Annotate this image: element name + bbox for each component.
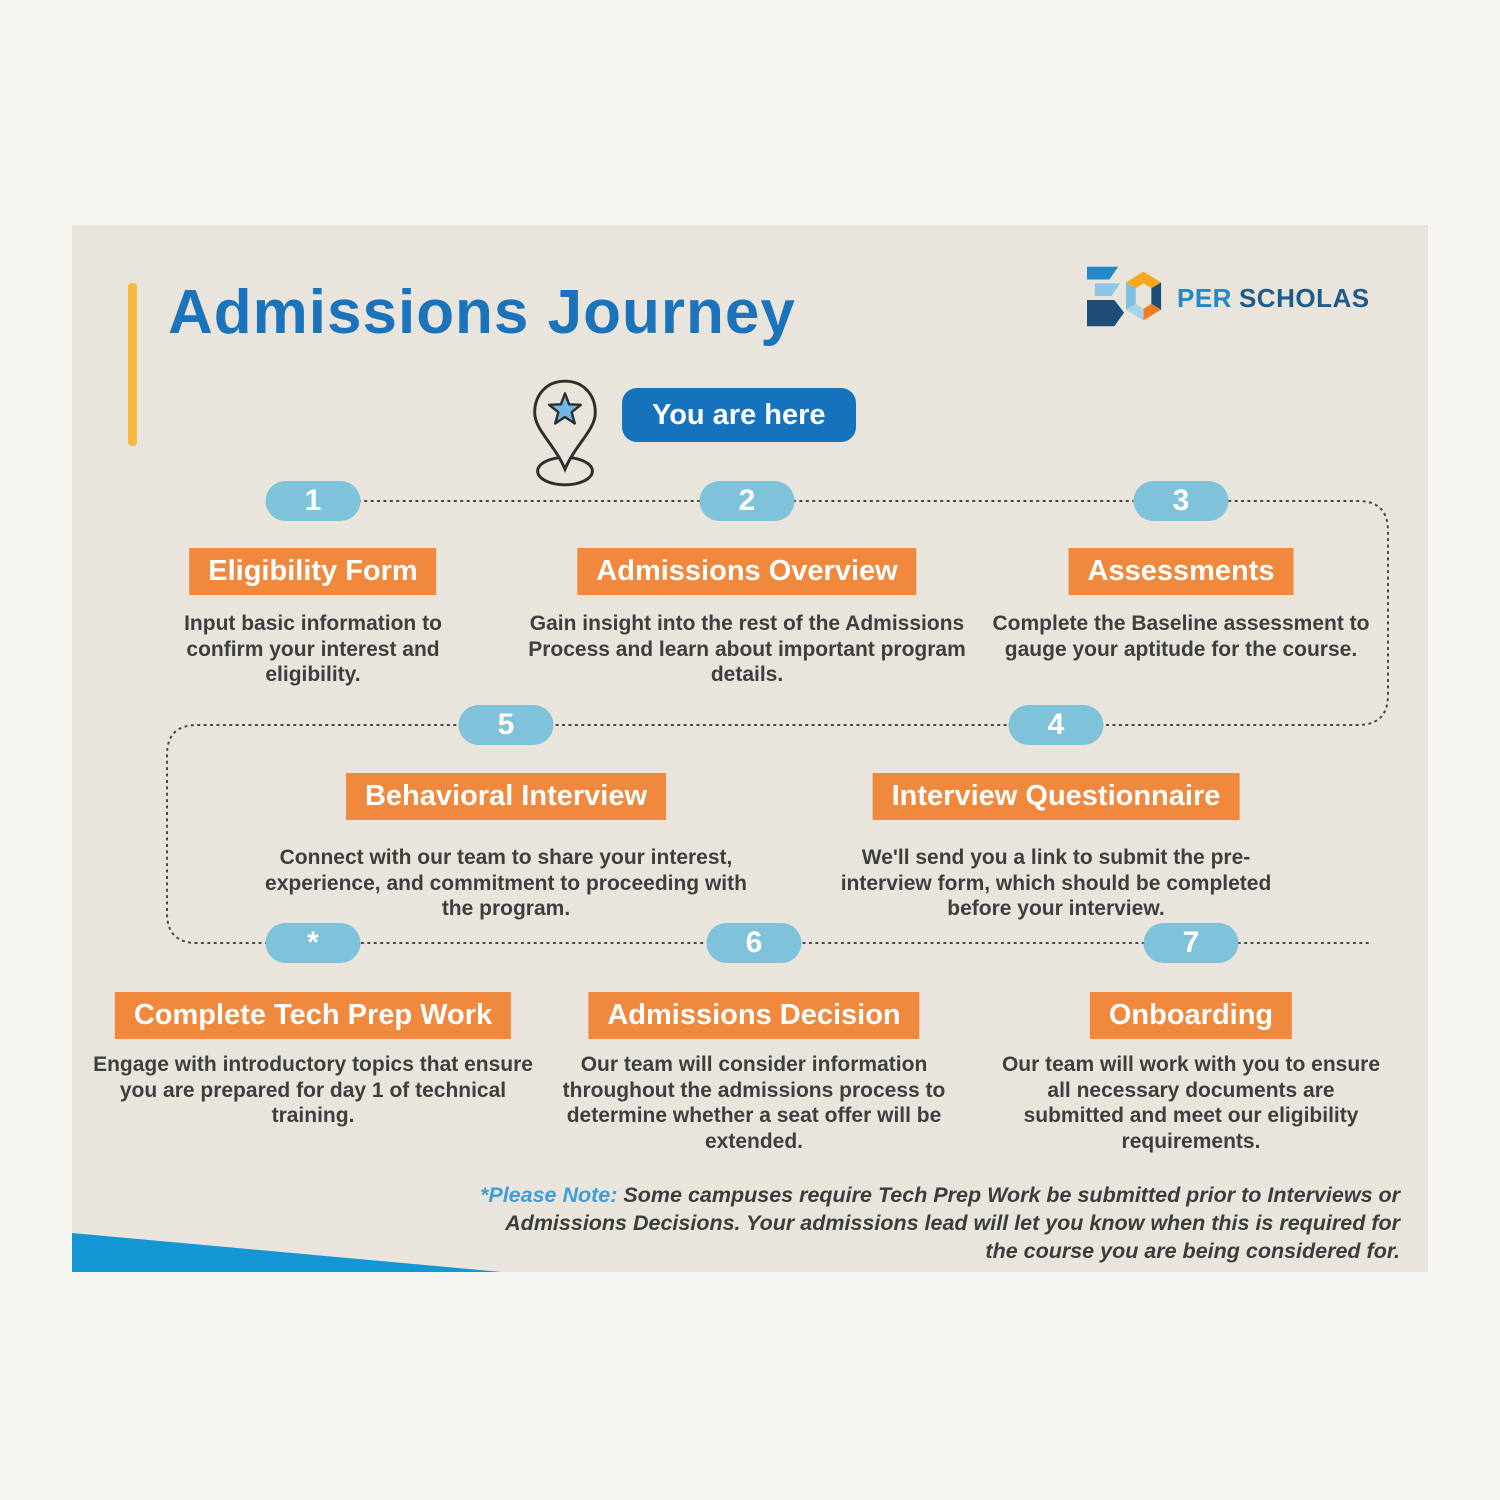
step-number-3: 3: [1134, 481, 1229, 521]
step-title-onboarding: Onboarding: [1090, 992, 1292, 1039]
admissions-journey-poster: [72, 225, 1428, 1272]
step-desc-onboarding: Our team will work with you to ensure all necessary documents are submitted and meet our eligibility requirements.: [1001, 1053, 1381, 1153]
footnote: [480, 1182, 1400, 1266]
step-desc-complete-tech-prep-work: Engage with introductory topics that ensure you are prepared for day 1 of technical training.: [93, 1053, 533, 1128]
logo-word-scholas: SCHOLAS: [1238, 282, 1370, 313]
step-title-eligibility-form: Eligibility Form: [189, 548, 436, 595]
step-title-behavioral-interview: Behavioral Interview: [346, 773, 666, 820]
step-title-admissions-overview: Admissions Overview: [577, 548, 916, 595]
step-title-assessments: Assessments: [1069, 548, 1294, 595]
footnote-label: *Please Note:: [480, 1183, 618, 1207]
step-desc-behavioral-interview: Connect with our team to share your interest, experience, and commitment to proceeding with the program.: [265, 846, 747, 921]
step-desc-admissions-decision: Our team will consider information throughout the admissions process to determine whether a seat offer will be extended.: [562, 1053, 946, 1153]
step-desc-eligibility-form: Input basic information to confirm your interest and eligibility.: [184, 612, 442, 687]
step-number-2: 2: [700, 481, 795, 521]
step-desc-admissions-overview: Gain insight into the rest of the Admissions Process and learn about important program details.: [528, 612, 966, 687]
footnote-text: Some campuses require Tech Prep Work be submitted prior to Interviews or Admissions Decisions. Your admissions lead will let you know when this is required for the course you are being considered for.: [505, 1183, 1401, 1263]
step-number-asterisk: *: [266, 923, 361, 963]
step-title-admissions-decision: Admissions Decision: [588, 992, 919, 1039]
step-title-interview-questionnaire: Interview Questionnaire: [873, 773, 1240, 820]
step-desc-interview-questionnaire: We'll send you a link to submit the pre-interview form, which should be completed before your interview.: [840, 846, 1272, 921]
you-are-here-badge: You are here: [622, 388, 856, 442]
page-title: Admissions Journey: [168, 278, 796, 347]
logo-word-per: PER: [1177, 282, 1232, 313]
step-desc-assessments: Complete the Baseline assessment to gauge your aptitude for the course.: [992, 612, 1370, 661]
corner-wedge-decoration: [72, 1232, 502, 1272]
step-number-6: 6: [707, 923, 802, 963]
step-number-7: 7: [1144, 923, 1239, 963]
step-number-4: 4: [1009, 705, 1104, 745]
step-number-5: 5: [459, 705, 554, 745]
step-title-complete-tech-prep-work: Complete Tech Prep Work: [115, 992, 511, 1039]
step-number-1: 1: [266, 481, 361, 521]
